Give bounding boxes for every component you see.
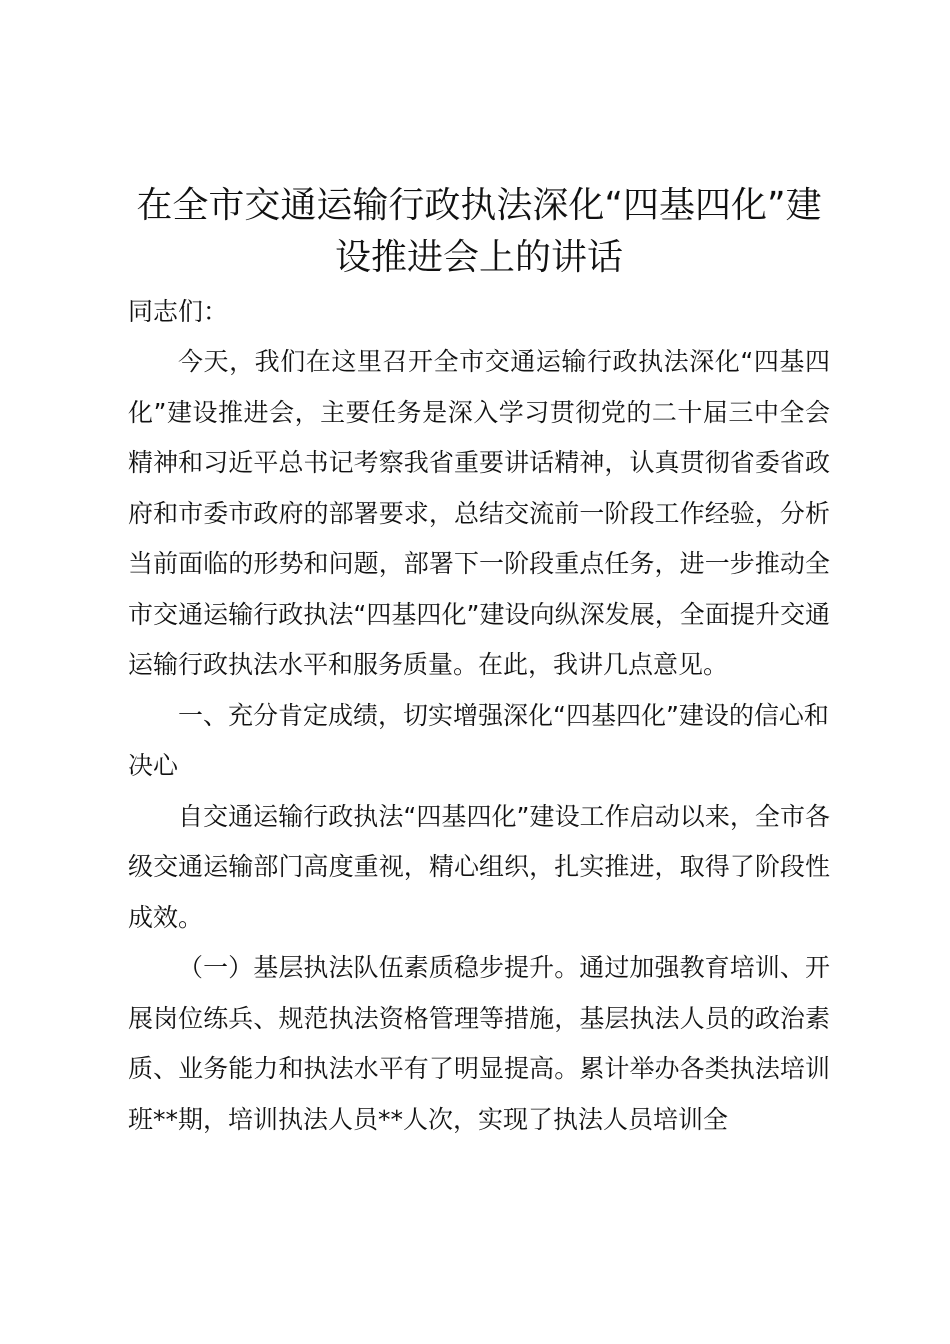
document-page [128,180,830,1145]
section-heading: 一、充分肯定成绩，切实增强深化“四基四化”建设的信心和决心 [128,700,829,780]
section-paragraph-2: （一）基层执法队伍素质稳步提升。通过加强教育培训、开展岗位练兵、规范执法资格管理等措施，基层执法人员的政治素质、业务能力和执法水平有了明显提高。累计举办各类执法培训班**期，培训执法人员**人次，实现了执法人员培训全 [128,953,830,1134]
section-paragraph-1: 自交通运输行政执法“四基四化”建设工作启动以来，全市各级交通运输部门高度重视，精心组织，扎实推进，取得了阶段性成效。 [128,801,830,932]
intro-paragraph: 今天，我们在这里召开全市交通运输行政执法深化“四基四化”建设推进会，主要任务是深入学习贯彻党的二十届三中全会精神和习近平总书记考察我省重要讲话精神，认真贯彻省委省政府和市委市政府的部署要求，总结交流前一阶段工作经验，分析当前面临的形势和问题，部署下一阶段重点任务，进一步推动全市交通运输行政执法“四基四化”建设向纵深发展，全面提升交通运输行政执法水平和服务质量。在此，我讲几点意见。 [128,347,830,679]
document-title: 在全市交通运输行政执法深化“四基四化”建设推进会上的讲话 [136,185,822,278]
salutation: 同志们： [128,297,229,326]
